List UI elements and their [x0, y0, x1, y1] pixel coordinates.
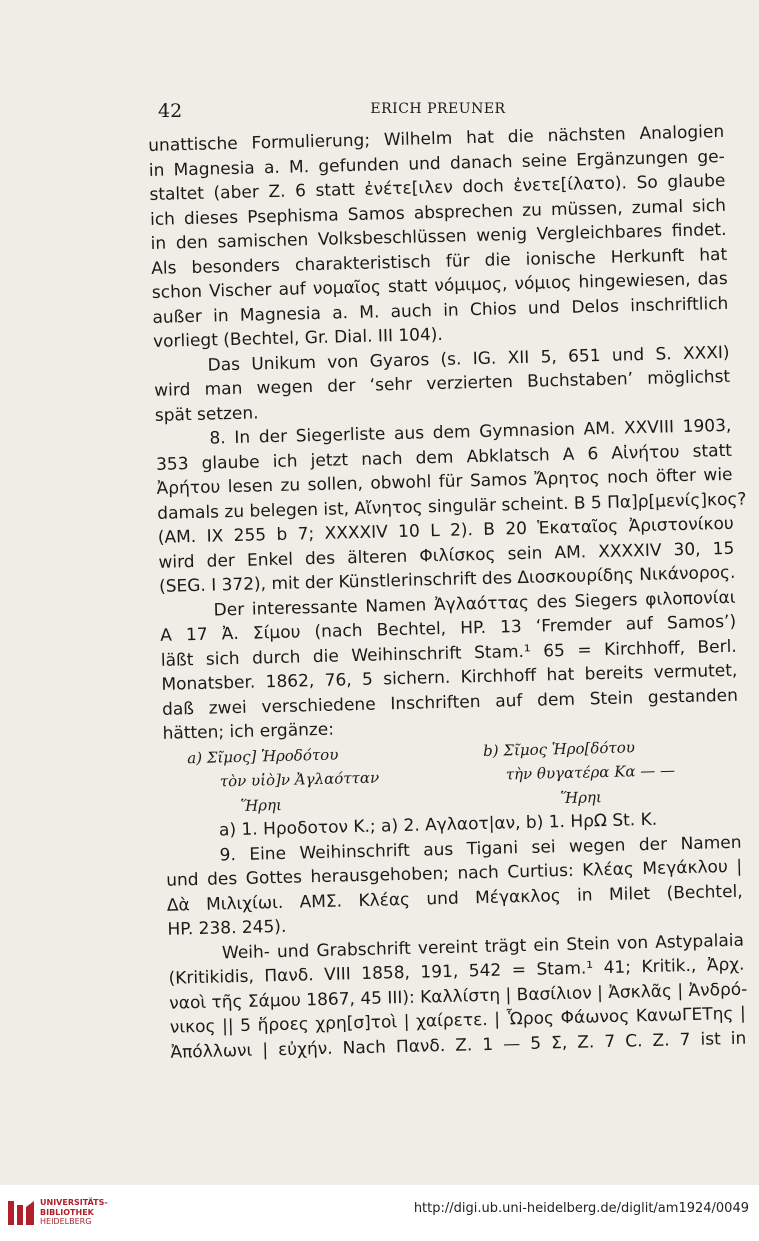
text-line: außer in Magnesia a. M. auch in Chios und Delos inschriftlich: [152, 293, 729, 328]
text-line: hätten; ich ergänze:: [162, 719, 335, 744]
university-library-logo-icon: [6, 1197, 36, 1229]
logo-line-2: BIBLIOTHEK: [40, 1207, 94, 1217]
text-line: Weih- und Grabschrift vereint trägt ein Stein von Astypalaia: [221, 930, 745, 963]
apparatus-note-text: a) 1. Ηροδοτον Κ.; a) 2. Αγλαοτ|αν, b) 1. ΗρΩ St. K.: [218, 809, 658, 841]
text-line: Ἀπόλλωνι | εὐχήν. Nach Πανδ. Z. 1 — 5 Σ, Z. 7 C. Z. 7 ist in: [170, 1028, 747, 1063]
text-line: Δὰ Μιλιχίωι. ΑΜΣ. Κλέας und Μέγακλος in Milet (Bechtel,: [166, 881, 743, 916]
logo-line-3: HEIDELBERG: [40, 1217, 92, 1226]
text-line: (Kritikidis, Πανδ. VIII 1858, 191, 542 = Stam.¹ 41; Kritik., Ἀρχ.: [168, 954, 745, 989]
text-line: νικος || 5 ἥροες χρη[σ]τοὶ | χαίρετε. | Ὧρος Φάωνος ΚανωΓΕΤης |: [169, 1003, 746, 1038]
text-line: ναοὶ τῆς Σάμου 1867, 45 III): Καλλίστη | Βασίλιον | Ἀσκλᾶς | Ἀνδρό-: [168, 979, 748, 1014]
text-line: schon Vischer auf νομαῖος statt νόμιμος, νόμιος hingewiesen, das: [151, 268, 728, 303]
body-text: [148, 120, 747, 1065]
text-line: wird der Enkel des älteren Φιλίσκος sein AM. XXXXIV 30, 15: [158, 538, 735, 573]
text-line: wird man wegen der ‘sehr verzierten Buchstaben’ möglichst: [154, 366, 731, 401]
text-line: daß zwei verschiedene Inschriften auf dem Stein gestanden: [161, 685, 739, 720]
inscription-a-line-3: Ἥρηι: [240, 795, 283, 815]
inscription-a-line-1: a) Σῖμος] Ἡροδότου: [187, 745, 339, 767]
text-line: (AM. IX 255 b 7; XXXXIV 10 L 2). B 20 Ἑκαταῖος Ἀριστονίκου: [157, 513, 734, 548]
inscription-a-line-2: τὸν υἱὸ]ν Ἀγλαότταν: [219, 768, 380, 791]
text-line: Als besonders charakteristisch für die ionische Herkunft hat: [151, 244, 728, 279]
text-line: Ἀρήτου lesen zu sollen, obwohl für Samos Ἄρητος noch öfter wie: [156, 464, 733, 499]
text-line: (SEG. I 372), mit der Künstlerinschrift des Διοσκουρίδης Νικάνορος.: [158, 562, 736, 597]
text-line: 353 glaube ich jetzt nach dem Abklatsch A 6 Αἰνήτου statt: [155, 440, 733, 475]
text-line: damals zu belegen ist, Αἴνητος singulär scheint. B 5 Πα]ρ[μενίς]κος?: [157, 488, 747, 524]
page-number: 42: [158, 100, 183, 122]
text-line: in den samischen Volksbeschlüssen wenig Vergleichbares findet.: [150, 219, 727, 254]
page-header: [158, 100, 718, 122]
text-line: 8. In der Siegerliste aus dem Gymnasion AM. XXVIII 1903,: [209, 415, 732, 449]
text-line: spät setzen.: [154, 402, 259, 426]
logo-line-1: UNIVERSITÄTS-: [40, 1198, 108, 1207]
inscription-b-line-1: b) Σῖμος Ἡρο[δότου: [482, 737, 636, 760]
text-line: Der interessante Namen Ἀγλαόττας des Siegers φιλοπονίαι: [213, 587, 736, 621]
text-line: 9. Eine Weihinschrift aus Tigani sei wegen der Namen: [219, 832, 742, 865]
inscription-b-line-2: τὴν θυγατέρα Κα — —: [505, 761, 676, 784]
footer-bar: [0, 1185, 759, 1241]
text-line: ich dieses Psephisma Samos absprechen zu müssen, zumal sich: [149, 195, 727, 230]
text-line: in Magnesia a. M. gefunden und danach seine Ergänzungen ge-: [148, 146, 725, 181]
permalink-url[interactable]: http://digi.ub.uni-heidelberg.de/diglit/am1924/0049: [413, 1201, 749, 1216]
inscription-b-line-3: Ἥρηι: [560, 787, 602, 807]
text-line: staltet (aber Z. 6 statt ἐνέτε[ιλεν doch ἐνετε[ίλατο). So glaube: [149, 170, 726, 205]
text-line: läßt sich durch die Weihinschrift Stam.¹ 65 = Kirchhoff, Berl.: [160, 636, 737, 671]
running-head: ERICH PREUNER: [370, 101, 506, 117]
library-name: [40, 1198, 108, 1227]
text-line: A 17 Ἀ. Σίμου (nach Bechtel, HP. 13 ‘Fremder auf Samos’): [160, 611, 737, 646]
text-line: und des Gottes herausgehoben; nach Curtius: Κλέας Μεγάκλου |: [166, 856, 743, 891]
text-line: unattische Formulierung; Wilhelm hat die nächsten Analogien: [148, 121, 725, 156]
text-line: Das Unikum von Gyaros (s. IG. XII 5, 651 und S. XXXI): [207, 342, 730, 376]
text-line: HP. 238. 245).: [167, 916, 287, 940]
text-line: Monatsber. 1862, 76, 5 sichern. Kirchhoff hat bereits vermutet,: [161, 660, 738, 695]
text-line: vorliegt (Bechtel, Gr. Dial. III 104).: [152, 324, 444, 352]
